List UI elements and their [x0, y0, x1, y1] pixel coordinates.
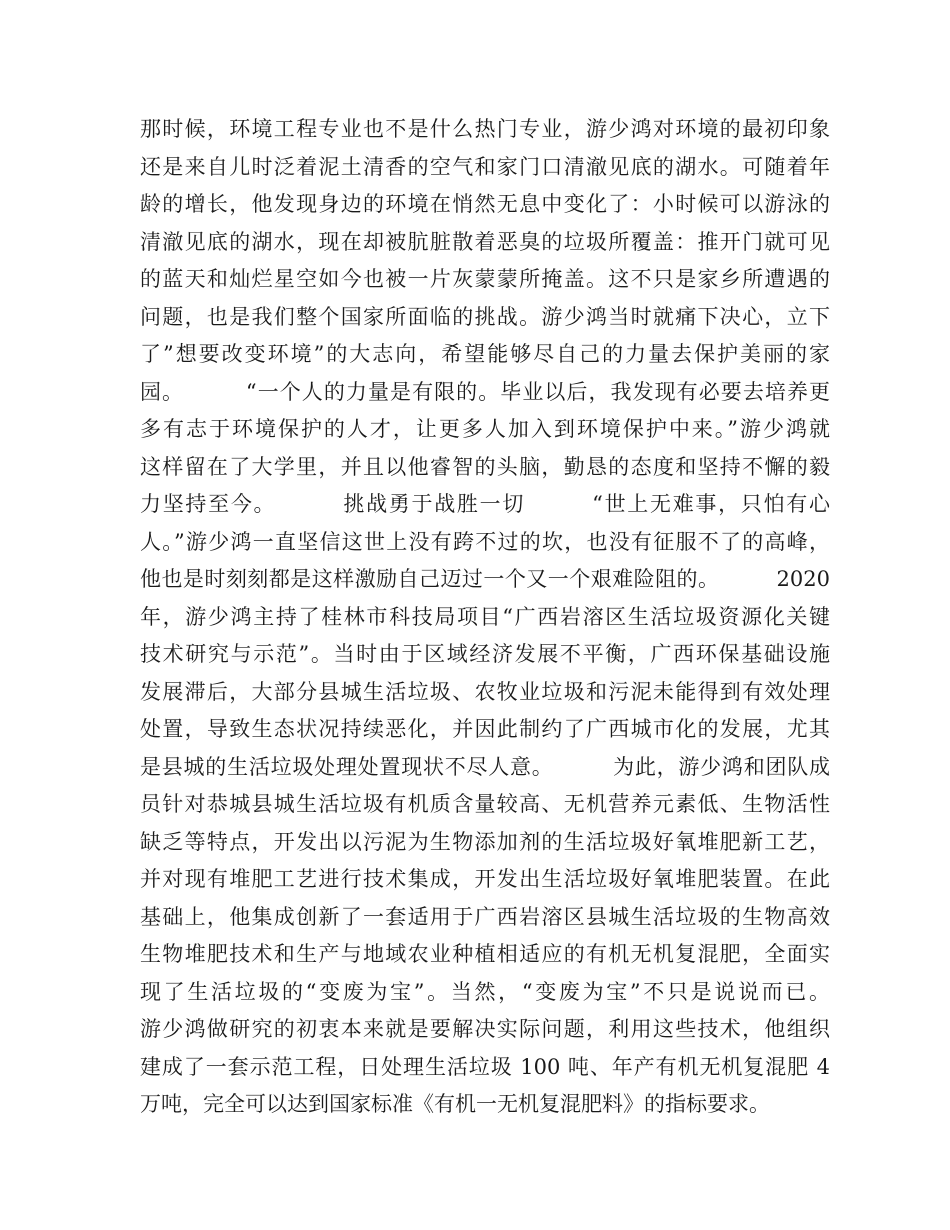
- text-line: 生物堆肥技术和生产与地域农业种植相适应的有机无机复混肥，全面实: [140, 942, 830, 966]
- text-line: 还是来自儿时泛着泥土清香的空气和家门口清澈见底的湖水。可随着年: [140, 154, 830, 179]
- text-line: 问题，也是我们整个国家所面临的挑战。游少鸿当时就痛下决心，立下: [140, 304, 830, 329]
- text-line: 多有志于环境保护的人才，让更多人加入到环境保护中来。”游少鸿就: [140, 417, 830, 441]
- text-line: 缺乏等特点，开发出以污泥为生物添加剂的生活垃圾好氧堆肥新工艺，: [140, 829, 830, 854]
- text-line: 他也是时刻刻都是这样激励自己迈过一个又一个艰难险阻的。 2020: [140, 567, 830, 591]
- text-line: 现了生活垃圾的“变废为宝”。当然，“变废为宝”不只是说说而已。: [140, 979, 830, 1004]
- body-text: [140, 111, 830, 1124]
- text-line: 游少鸿做研究的初衷本来就是要解决实际问题，利用这些技术，他组织: [140, 1017, 830, 1041]
- text-line: 技术研究与示范”。当时由于区域经济发展不平衡，广西环保基础设施: [140, 642, 830, 666]
- text-line: 力坚持至今。 挑战勇于战胜一切 “世上无难事，只怕有心: [140, 492, 830, 516]
- text-line: 年，游少鸿主持了桂林市科技局项目“广西岩溶区生活垃圾资源化关键: [140, 604, 830, 629]
- text-line: 发展滞后，大部分县城生活垃圾、农牧业垃圾和污泥未能得到有效处理: [140, 679, 830, 704]
- text-line: 这样留在了大学里，并且以他睿智的头脑，勤恳的态度和坚持不懈的毅: [140, 454, 830, 479]
- text-line: 处置，导致生态状况持续恶化，并因此制约了广西城市化的发展，尤其: [140, 717, 830, 741]
- text-line: 基础上，他集成创新了一套适用于广西岩溶区县城生活垃圾的生物高效: [140, 904, 830, 929]
- text-line: 清澈见底的湖水，现在却被肮脏散着恶臭的垃圾所覆盖：推开门就可见: [140, 229, 830, 254]
- text-line: 并对现有堆肥工艺进行技术集成，开发出生活垃圾好氧堆肥装置。在此: [140, 867, 830, 891]
- text-line: 人。”游少鸿一直坚信这世上没有跨不过的坎，也没有征服不了的高峰，: [140, 529, 830, 554]
- text-line: 万吨，完全可以达到国家标准《有机一无机复混肥料》的指标要求。: [140, 1092, 770, 1116]
- text-line: 那时候，环境工程专业也不是什么热门专业，游少鸿对环境的最初印象: [140, 117, 830, 141]
- text-line: 园。 “一个人的力量是有限的。毕业以后，我发现有必要去培养更: [140, 379, 830, 404]
- text-line: 龄的增长，他发现身边的环境在悄然无息中变化了：小时候可以游泳的: [140, 192, 830, 216]
- text-line: 的蓝天和灿烂星空如今也被一片灰蒙蒙所掩盖。这不只是家乡所遭遇的: [140, 267, 830, 291]
- text-line: 建成了一套示范工程，日处理生活垃圾 100 吨、年产有机无机复混肥 4: [140, 1054, 830, 1079]
- text-line: 员针对恭城县城生活垃圾有机质含量较高、无机营养元素低、生物活性: [140, 792, 830, 816]
- text-line: 了”想要改变环境”的大志向，希望能够尽自己的力量去保护美丽的家: [140, 342, 830, 366]
- text-line: 是县城的生活垃圾处理处置现状不尽人意。 为此，游少鸿和团队成: [140, 754, 830, 779]
